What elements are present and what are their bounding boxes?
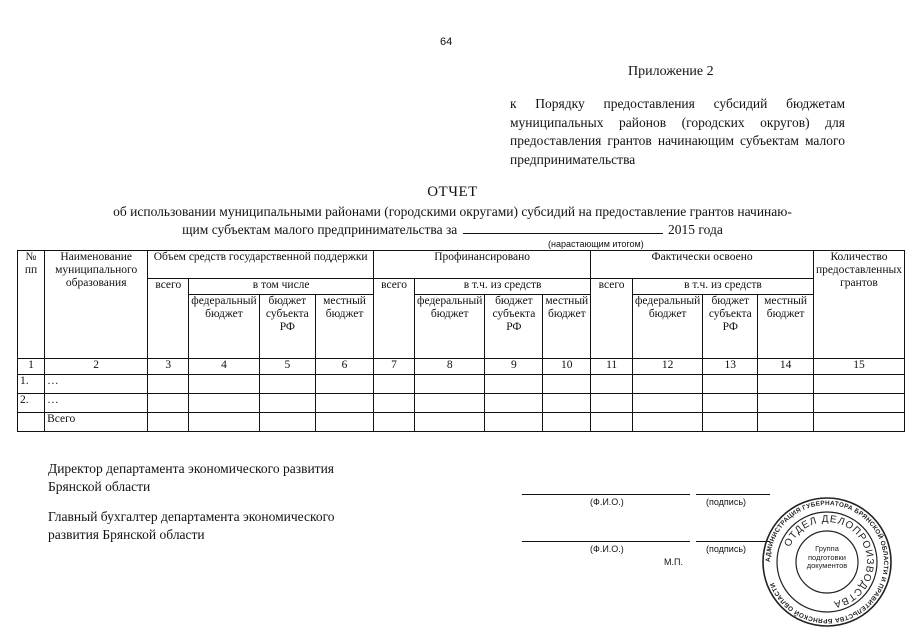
col-number: 11 bbox=[591, 359, 633, 375]
header-federal: федеральный бюджет bbox=[189, 295, 259, 359]
table-row bbox=[18, 394, 905, 413]
col-number: 14 bbox=[758, 359, 814, 375]
header-federal: федеральный бюджет bbox=[632, 295, 702, 359]
stamp-center-text: Группа подготовки документов bbox=[806, 545, 848, 570]
header-total: всего bbox=[591, 279, 633, 359]
row-number bbox=[18, 413, 45, 432]
col-number: 5 bbox=[259, 359, 315, 375]
mp-label: М.П. bbox=[664, 557, 683, 567]
report-table bbox=[17, 250, 905, 432]
appendix-title: Приложение 2 bbox=[628, 64, 714, 79]
header-financed: Профинансировано bbox=[374, 251, 591, 279]
row-name: … bbox=[45, 394, 148, 413]
header-spent: Фактически освоено bbox=[591, 251, 814, 279]
cumulative-note: (нарастающим итогом) bbox=[548, 239, 644, 249]
col-number: 8 bbox=[415, 359, 485, 375]
stamp-ring-text: АДМИНИСТРАЦИЯ ГУБЕРНАТОРА БРЯНСКОЙ ОБЛАСТИ И ПРАВИТЕЛЬСТВА БРЯНСКОЙ ОБЛАСТИ bbox=[764, 499, 890, 625]
report-subtitle-prefix: щим субъектам малого предпринимательства за bbox=[182, 222, 458, 237]
col-number: 9 bbox=[485, 359, 543, 375]
header-local: местный бюджет bbox=[758, 295, 814, 359]
header-incl: в том числе bbox=[189, 279, 374, 295]
header-local: местный бюджет bbox=[316, 295, 374, 359]
fio-caption: (Ф.И.О.) bbox=[590, 497, 624, 507]
header-num: № пп bbox=[18, 251, 45, 359]
col-number: 6 bbox=[316, 359, 374, 375]
fio-caption: (Ф.И.О.) bbox=[590, 544, 624, 554]
header-total: всего bbox=[374, 279, 415, 359]
report-subtitle-suffix: 2015 года bbox=[668, 222, 723, 237]
col-number: 4 bbox=[189, 359, 259, 375]
appendix-text: к Порядку предоставления субсидий бюджетам муниципальных районов (городских округов) для предоставления грантов начинающим субъектам малого предпринимательства bbox=[510, 96, 845, 167]
header-subject: бюджет субъекта РФ bbox=[703, 295, 758, 359]
header-total: всего bbox=[148, 279, 189, 359]
col-number: 13 bbox=[703, 359, 758, 375]
col-number: 15 bbox=[813, 359, 904, 375]
col-number: 10 bbox=[543, 359, 591, 375]
header-subject: бюджет субъекта РФ bbox=[485, 295, 543, 359]
fio-line bbox=[522, 541, 690, 542]
signature-line bbox=[696, 494, 770, 495]
column-numbers-row bbox=[18, 359, 905, 375]
header-incl-funds: в т.ч. из средств bbox=[415, 279, 591, 295]
stamp-dept-text: ОТДЕЛ ДЕЛОПРОИЗВОДСТВА bbox=[782, 513, 876, 610]
col-number: 12 bbox=[632, 359, 702, 375]
row-name: Всего bbox=[45, 413, 148, 432]
table-row bbox=[18, 375, 905, 394]
col-number: 7 bbox=[374, 359, 415, 375]
col-number: 2 bbox=[45, 359, 148, 375]
accountant-title: Главный бухгалтер департамента экономического развития Брянской области bbox=[48, 509, 335, 542]
page-number: 64 bbox=[440, 36, 453, 48]
header-volume: Объем средств государственной поддержки bbox=[148, 251, 374, 279]
report-subtitle-line2 bbox=[0, 221, 905, 238]
report-subtitle-line1: об использовании муниципальными районами (городскими округами) субсидий на предоставление грантов начинаю- bbox=[113, 204, 792, 219]
col-number: 3 bbox=[148, 359, 189, 375]
header-local: местный бюджет bbox=[543, 295, 591, 359]
row-name: … bbox=[45, 375, 148, 394]
header-name: Наименование муниципального образования bbox=[45, 251, 148, 359]
signature-caption: (подпись) bbox=[706, 497, 747, 507]
header-federal: федеральный бюджет bbox=[415, 295, 485, 359]
signature-caption: (подпись) bbox=[706, 544, 747, 554]
signature-line bbox=[696, 541, 770, 542]
header-incl-funds: в т.ч. из средств bbox=[632, 279, 813, 295]
period-blank bbox=[463, 221, 663, 234]
official-stamp bbox=[760, 495, 894, 629]
col-number: 1 bbox=[18, 359, 45, 375]
row-number: 2. bbox=[18, 394, 45, 413]
fio-line bbox=[522, 494, 690, 495]
director-title: Директор департамента экономического развития Брянской области bbox=[48, 461, 335, 494]
table-row-total bbox=[18, 413, 905, 432]
header-grants: Количество предоставленных грантов bbox=[813, 251, 904, 359]
row-number: 1. bbox=[18, 375, 45, 394]
header-subject: бюджет субъекта РФ bbox=[259, 295, 315, 359]
report-title: ОТЧЕТ bbox=[427, 184, 478, 200]
